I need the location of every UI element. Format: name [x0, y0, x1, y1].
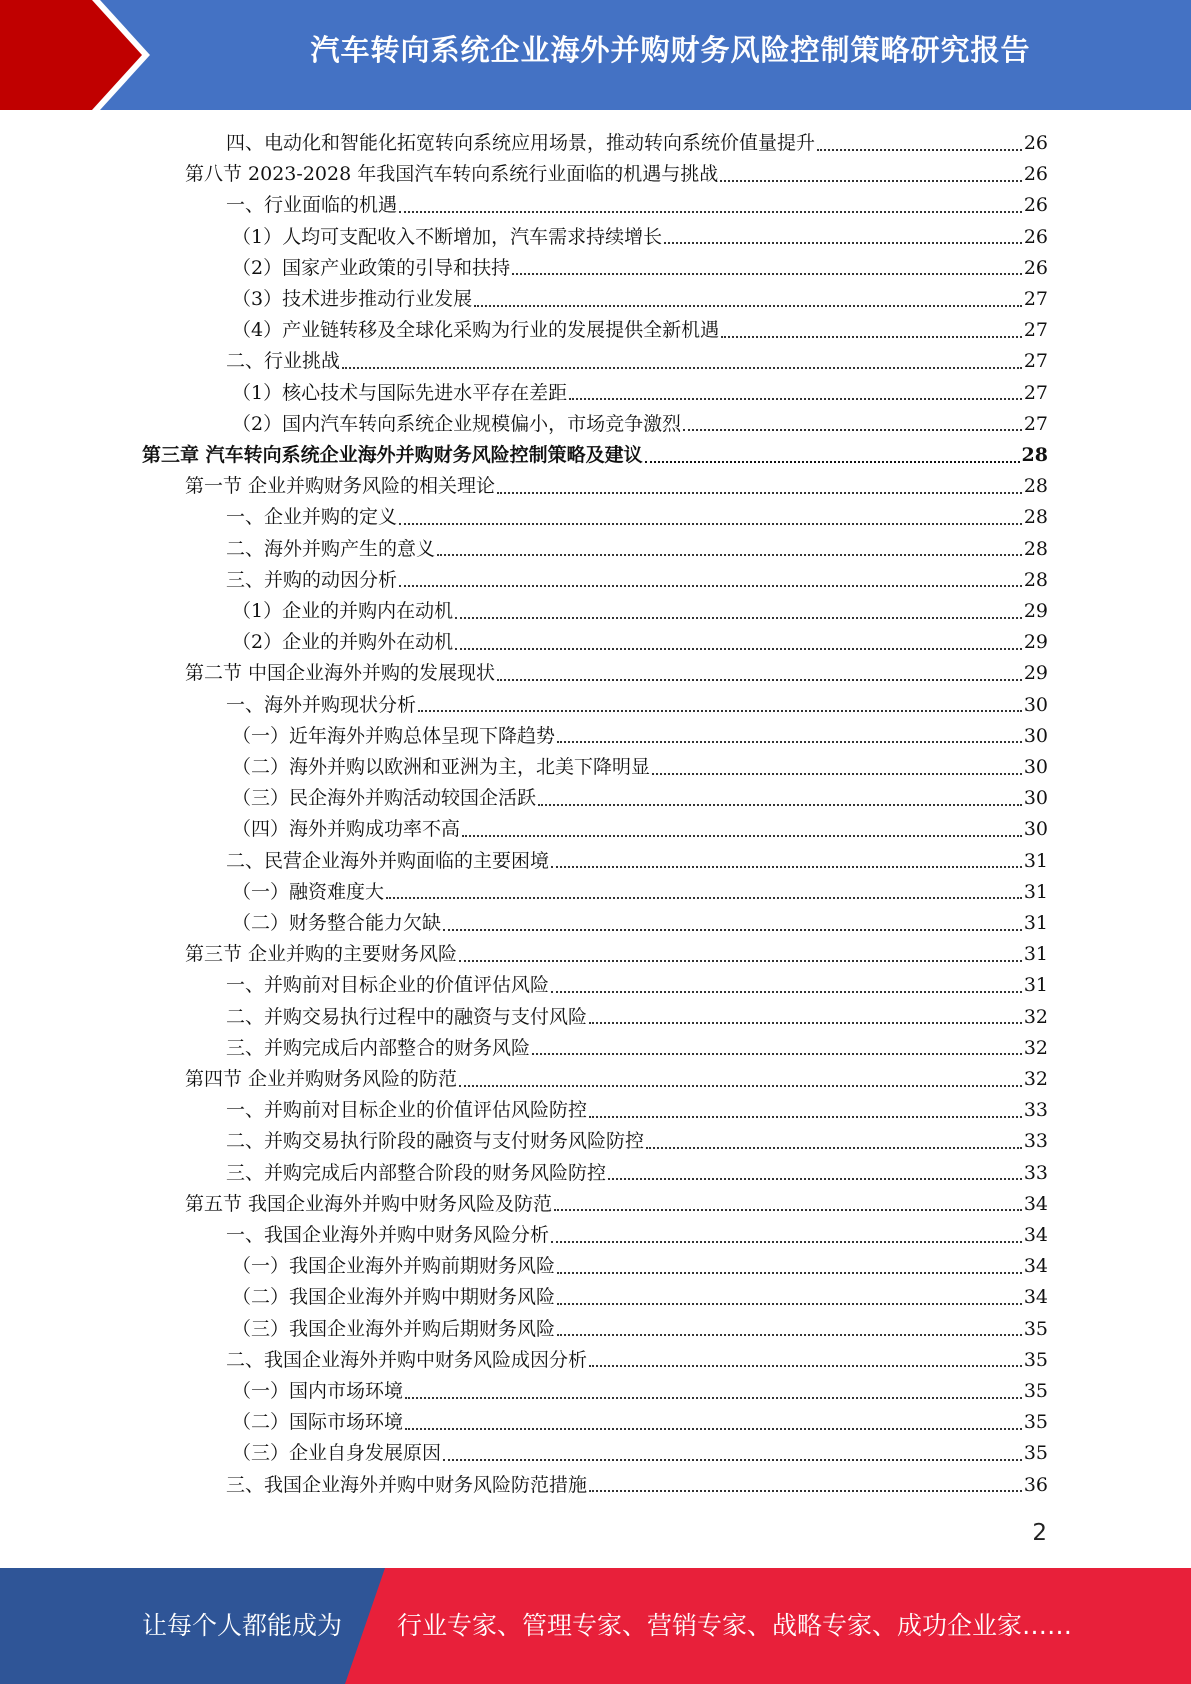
toc-entry[interactable]	[232, 1282, 1048, 1313]
toc-leader-dots	[399, 211, 1022, 213]
toc-entry[interactable]	[232, 877, 1048, 908]
toc-leader-dots	[557, 1272, 1022, 1274]
toc-leader-dots	[459, 1085, 1022, 1087]
toc-entry-title: 第四节 企业并购财务风险的防范	[185, 1068, 458, 1090]
toc-leader-dots	[608, 1178, 1022, 1180]
toc-entry-page: 35	[1023, 1317, 1048, 1340]
toc-entry[interactable]	[226, 1095, 1048, 1126]
toc-entry[interactable]	[226, 846, 1048, 877]
page-header	[0, 0, 1191, 110]
toc-entry-page: 30	[1023, 693, 1048, 716]
toc-entry-title: 二、海外并购产生的意义	[226, 537, 436, 560]
header-title: 汽车转向系统企业海外并购财务风险控制策略研究报告	[310, 33, 1031, 67]
toc-entry-title: 第二节 中国企业海外并购的发展现状	[185, 662, 496, 685]
toc-leader-dots	[683, 429, 1022, 431]
toc-leader-dots	[720, 180, 1022, 182]
toc-entry[interactable]	[232, 222, 1048, 253]
toc-entry-page: 26	[1023, 225, 1048, 248]
toc-entry[interactable]	[226, 1220, 1048, 1251]
toc-entry-title: （三）企业自身发展原因	[232, 1442, 442, 1465]
toc-entry[interactable]	[232, 1314, 1048, 1345]
toc-entry-page: 27	[1023, 381, 1048, 404]
toc-entry-page: 34	[1023, 1255, 1048, 1278]
toc-entry-page: 35	[1023, 1380, 1048, 1402]
toc-entry-page: 28	[1021, 444, 1048, 466]
toc-entry-page: 33	[1023, 1099, 1048, 1122]
toc-entry[interactable]	[232, 253, 1048, 284]
toc-entry[interactable]	[226, 1158, 1048, 1189]
toc-entry-title: （一）近年海外并购总体呈现下降趋势	[232, 724, 556, 747]
toc-entry-title: （1）企业的并购内在动机	[232, 600, 454, 622]
toc-leader-dots	[538, 804, 1022, 806]
toc-leader-dots	[589, 1116, 1022, 1118]
page-footer	[0, 1568, 1191, 1684]
toc-entry[interactable]	[232, 315, 1048, 346]
toc-entry-title: 第八节 2023-2028 年我国汽车转向系统行业面临的机遇与挑战	[185, 163, 719, 186]
toc-entry-page: 33	[1023, 1130, 1048, 1153]
toc-entry-page: 34	[1023, 1286, 1048, 1309]
toc-leader-dots	[443, 1459, 1022, 1461]
toc-entry[interactable]	[232, 721, 1048, 752]
toc-leader-dots	[664, 242, 1022, 244]
toc-entry-title: （二）财务整合能力欠缺	[232, 912, 442, 934]
toc-entry[interactable]	[226, 128, 1048, 159]
toc-entry-page: 30	[1023, 756, 1048, 778]
toc-entry-page: 29	[1023, 600, 1048, 622]
toc-entry-title: （二）我国企业海外并购中期财务风险	[232, 1286, 556, 1309]
toc-entry-page: 30	[1023, 724, 1048, 747]
toc-entry-page: 35	[1023, 1348, 1048, 1371]
toc-leader-dots	[443, 929, 1022, 931]
toc-entry-page: 27	[1023, 350, 1048, 373]
toc-entry-page: 26	[1023, 194, 1048, 217]
toc-entry[interactable]	[226, 1470, 1048, 1501]
toc-leader-dots	[646, 1147, 1022, 1149]
toc-entry-page: 26	[1023, 256, 1048, 279]
toc-entry-page: 32	[1023, 1068, 1048, 1090]
toc-entry-title: 一、我国企业海外并购中财务风险分析	[226, 1224, 550, 1246]
toc-entry-title: （2）国家产业政策的引导和扶持	[232, 256, 511, 279]
toc-entry[interactable]	[226, 502, 1048, 533]
toc-entry-title: 一、海外并购现状分析	[226, 693, 417, 716]
toc-entry[interactable]	[232, 752, 1048, 783]
toc-entry-page: 26	[1023, 163, 1048, 186]
toc-leader-dots	[405, 1428, 1022, 1430]
toc-leader-dots	[418, 710, 1022, 712]
toc-entry-page: 31	[1023, 880, 1048, 903]
toc-entry-title: （1）核心技术与国际先进水平存在差距	[232, 381, 568, 404]
toc-entry-title: 二、民营企业海外并购面临的主要困境	[226, 849, 550, 872]
toc-entry-page: 34	[1023, 1224, 1048, 1246]
toc-entry[interactable]	[185, 939, 1048, 970]
toc-entry-title: 第一节 企业并购财务风险的相关理论	[185, 475, 496, 498]
toc-leader-dots	[557, 1334, 1022, 1336]
toc-entry[interactable]	[232, 908, 1048, 939]
toc-entry-title: 四、电动化和智能化拓宽转向系统应用场景，推动转向系统价值量提升	[226, 132, 816, 154]
toc-entry[interactable]	[185, 471, 1048, 502]
toc-entry[interactable]	[226, 1002, 1048, 1033]
toc-leader-dots	[455, 617, 1022, 619]
toc-entry-page: 32	[1023, 1036, 1048, 1059]
toc-entry-page: 29	[1023, 662, 1048, 685]
toc-entry-title: （1）人均可支配收入不断增加，汽车需求持续增长	[232, 225, 663, 248]
toc-entry[interactable]	[226, 690, 1048, 721]
toc-leader-dots	[512, 273, 1022, 275]
toc-entry-title: （四）海外并购成功率不高	[232, 818, 461, 841]
toc-entry[interactable]	[226, 534, 1048, 565]
toc-entry-title: 第五节 我国企业海外并购中财务风险及防范	[185, 1192, 553, 1215]
toc-entry[interactable]	[232, 284, 1048, 315]
toc-entry-title: 二、并购交易执行过程中的融资与支付风险	[226, 1005, 588, 1028]
toc-entry[interactable]	[226, 190, 1048, 221]
toc-entry[interactable]	[232, 1407, 1048, 1438]
toc-entry-title: 一、并购前对目标企业的价值评估风险	[226, 974, 550, 997]
toc-leader-dots	[569, 398, 1022, 400]
toc-leader-dots	[557, 1303, 1022, 1305]
toc-entry[interactable]	[142, 440, 1048, 471]
toc-entry-title: 三、我国企业海外并购中财务风险防范措施	[226, 1473, 588, 1496]
toc-entry-title: （二）国际市场环境	[232, 1411, 404, 1434]
toc-entry-title: （2）国内汽车转向系统企业规模偏小，市场竞争激烈	[232, 412, 682, 435]
toc-entry-title: （2）企业的并购外在动机	[232, 631, 454, 654]
toc-entry-page: 30	[1023, 787, 1048, 810]
toc-leader-dots	[474, 305, 1022, 307]
toc-entry[interactable]	[232, 783, 1048, 814]
toc-leader-dots	[459, 960, 1022, 962]
header-chevron-graphic	[0, 0, 150, 110]
toc-entry[interactable]	[232, 627, 1048, 658]
toc-entry[interactable]	[232, 1251, 1048, 1282]
toc-entry-page: 35	[1023, 1411, 1048, 1434]
toc-leader-dots	[497, 492, 1022, 494]
toc-leader-dots	[645, 461, 1020, 463]
toc-entry[interactable]	[232, 814, 1048, 845]
toc-leader-dots	[342, 367, 1022, 369]
toc-entry-title: 第三章 汽车转向系统企业海外并购财务风险控制策略及建议	[142, 444, 643, 466]
toc-leader-dots	[589, 1365, 1022, 1367]
toc-entry-page: 27	[1023, 288, 1048, 310]
toc-entry-page: 36	[1023, 1473, 1048, 1496]
toc-entry-title: （3）技术进步推动行业发展	[232, 288, 473, 310]
toc-entry-title: 一、并购前对目标企业的价值评估风险防控	[226, 1099, 588, 1122]
toc-entry-page: 27	[1023, 319, 1048, 342]
toc-entry-page: 31	[1023, 849, 1048, 872]
toc-entry[interactable]	[232, 1438, 1048, 1469]
toc-leader-dots	[589, 1490, 1022, 1492]
toc-entry-page: 28	[1023, 537, 1048, 560]
toc-entry[interactable]	[232, 409, 1048, 440]
toc-leader-dots	[551, 991, 1022, 993]
toc-entry-page: 28	[1023, 475, 1048, 498]
toc-entry[interactable]	[185, 159, 1048, 190]
toc-entry-title: （二）海外并购以欧洲和亚洲为主，北美下降明显	[232, 756, 651, 778]
toc-entry[interactable]	[226, 1126, 1048, 1157]
toc-entry[interactable]	[185, 1189, 1048, 1220]
toc-entry-title: 二、行业挑战	[226, 350, 341, 373]
toc-entry[interactable]	[232, 378, 1048, 409]
toc-entry[interactable]	[185, 658, 1048, 689]
toc-entry-title: 一、行业面临的机遇	[226, 194, 398, 217]
toc-entry-page: 33	[1023, 1161, 1048, 1184]
toc-entry-title: 二、我国企业海外并购中财务风险成因分析	[226, 1348, 588, 1371]
footer-slogan-left: 让每个人都能成为	[142, 1611, 343, 1640]
toc-entry-page: 30	[1023, 818, 1048, 841]
toc-entry[interactable]	[226, 346, 1048, 377]
page-number: 2	[1032, 1520, 1047, 1546]
toc-entry-title: 三、并购的动因分析	[226, 568, 398, 591]
toc-entry[interactable]	[226, 565, 1048, 596]
toc-entry-title: （4）产业链转移及全球化采购为行业的发展提供全新机遇	[232, 319, 720, 342]
toc-entry-page: 29	[1023, 631, 1048, 654]
toc-entry-page: 31	[1023, 943, 1048, 966]
toc-leader-dots	[652, 773, 1022, 775]
toc-entry-title: 三、并购完成后内部整合阶段的财务风险防控	[226, 1161, 607, 1184]
toc-entry-title: 一、企业并购的定义	[226, 506, 398, 529]
toc-leader-dots	[455, 648, 1022, 650]
toc-leader-dots	[386, 897, 1022, 899]
toc-entry-page: 26	[1023, 132, 1048, 154]
toc-leader-dots	[497, 679, 1022, 681]
toc-entry-title: 第三节 企业并购的主要财务风险	[185, 943, 458, 966]
toc-entry[interactable]	[226, 970, 1048, 1001]
toc-entry-page: 31	[1023, 912, 1048, 934]
footer-slogan-right: 行业专家、管理专家、营销专家、战略专家、成功企业家……	[397, 1611, 1073, 1640]
toc-entry-page: 28	[1023, 568, 1048, 591]
toc-entry[interactable]	[226, 1033, 1048, 1064]
toc-entry-page: 31	[1023, 974, 1048, 997]
toc-leader-dots	[405, 1397, 1022, 1399]
toc-leader-dots	[437, 554, 1022, 556]
toc-entry-title: （三）我国企业海外并购后期财务风险	[232, 1317, 556, 1340]
toc-entry[interactable]	[226, 1345, 1048, 1376]
toc-leader-dots	[589, 1022, 1022, 1024]
toc-entry-title: （三）民企海外并购活动较国企活跃	[232, 787, 537, 810]
toc-leader-dots	[557, 741, 1022, 743]
toc-entry[interactable]	[232, 596, 1048, 627]
toc-leader-dots	[399, 585, 1022, 587]
toc-entry[interactable]	[185, 1064, 1048, 1095]
toc-entry-page: 35	[1023, 1442, 1048, 1465]
toc-entry-page: 27	[1023, 412, 1048, 435]
toc-entry-page: 32	[1023, 1005, 1048, 1028]
toc-entry-page: 34	[1023, 1192, 1048, 1215]
toc-leader-dots	[721, 336, 1022, 338]
toc-entry-page: 28	[1023, 506, 1048, 529]
toc-entry[interactable]	[232, 1376, 1048, 1407]
toc-leader-dots	[399, 523, 1022, 525]
toc-leader-dots	[551, 866, 1022, 868]
toc-entry-title: （一）我国企业海外并购前期财务风险	[232, 1255, 556, 1278]
toc-leader-dots	[554, 1209, 1022, 1211]
toc-entry-title: 三、并购完成后内部整合的财务风险	[226, 1036, 531, 1059]
toc-leader-dots	[532, 1053, 1022, 1055]
toc-leader-dots	[817, 149, 1022, 151]
toc-entry-title: （一）国内市场环境	[232, 1380, 404, 1402]
toc-entry-title: 二、并购交易执行阶段的融资与支付财务风险防控	[226, 1130, 645, 1153]
toc-leader-dots	[462, 835, 1022, 837]
toc-entry-title: （一）融资难度大	[232, 880, 385, 903]
toc-leader-dots	[551, 1241, 1022, 1243]
